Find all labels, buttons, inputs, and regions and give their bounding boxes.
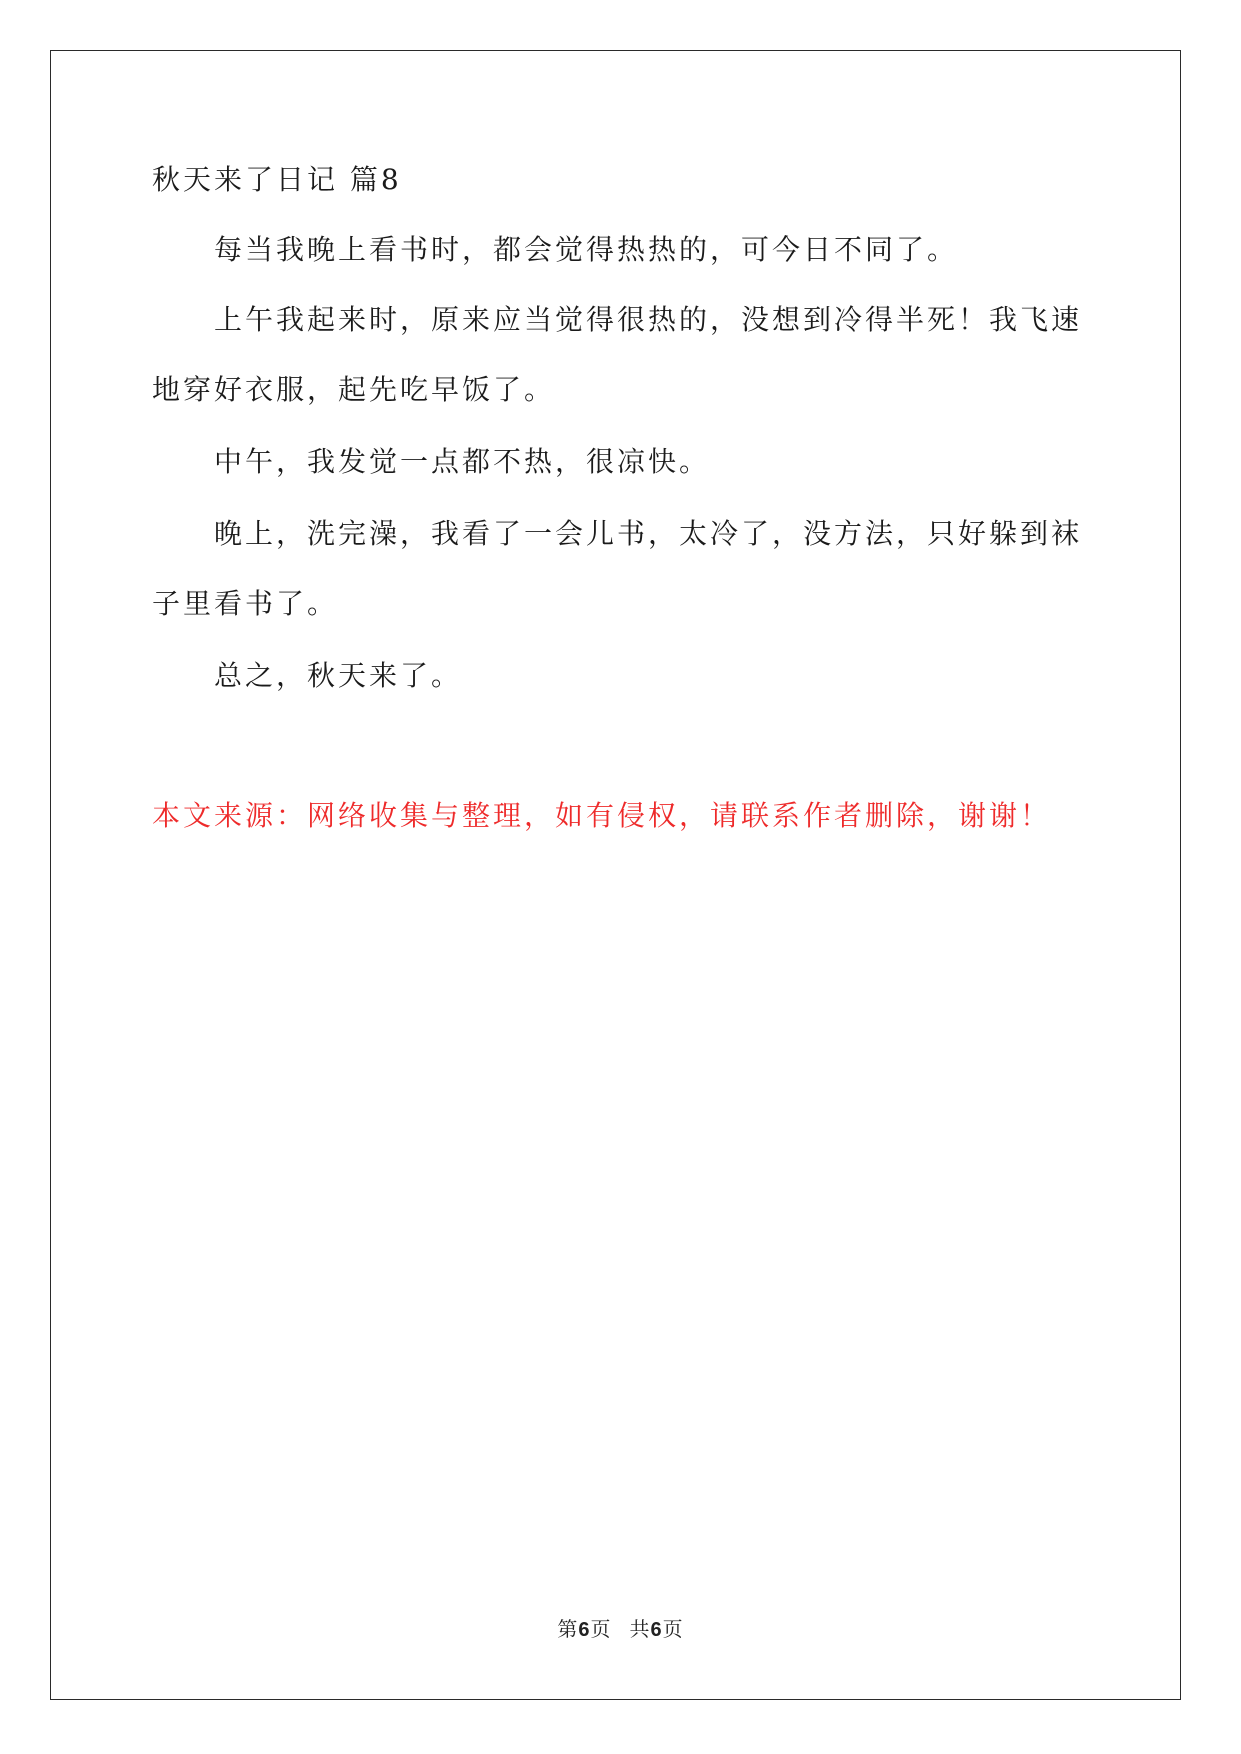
paragraph-1-line-1: 每当我晚上看书时，都会觉得热热的，可今日不同了。 [214,233,959,266]
paragraph-2-line-1: 上午我起来时，原来应当觉得很热的，没想到冷得半死！我飞速 [214,303,1083,336]
paragraph-4-line-2: 子里看书了。 [152,587,339,620]
footer-total-suffix: 页 [662,1617,684,1641]
footer-page-prefix: 第 [557,1617,579,1641]
source-note: 本文来源：网络收集与整理，如有侵权，请联系作者删除，谢谢！ [152,799,1052,832]
footer-page-suffix: 页 [590,1617,612,1641]
paragraph-5-line-1: 总之，秋天来了。 [214,659,463,692]
page-border [50,50,1181,1700]
paragraph-2-line-2: 地穿好衣服，起先吃早饭了。 [152,373,556,406]
footer-current-page: 6 [578,1619,591,1641]
paragraph-3-line-1: 中午，我发觉一点都不热，很凉快。 [214,445,711,478]
page-footer [0,1613,1241,1642]
footer-total-pages: 6 [650,1619,663,1641]
paragraph-4-line-1: 晚上，洗完澡，我看了一会儿书，太冷了，没方法，只好躲到袜 [214,517,1083,550]
footer-total-prefix: 共 [629,1617,651,1641]
document-title: 秋天来了日记 篇8 [152,163,402,196]
